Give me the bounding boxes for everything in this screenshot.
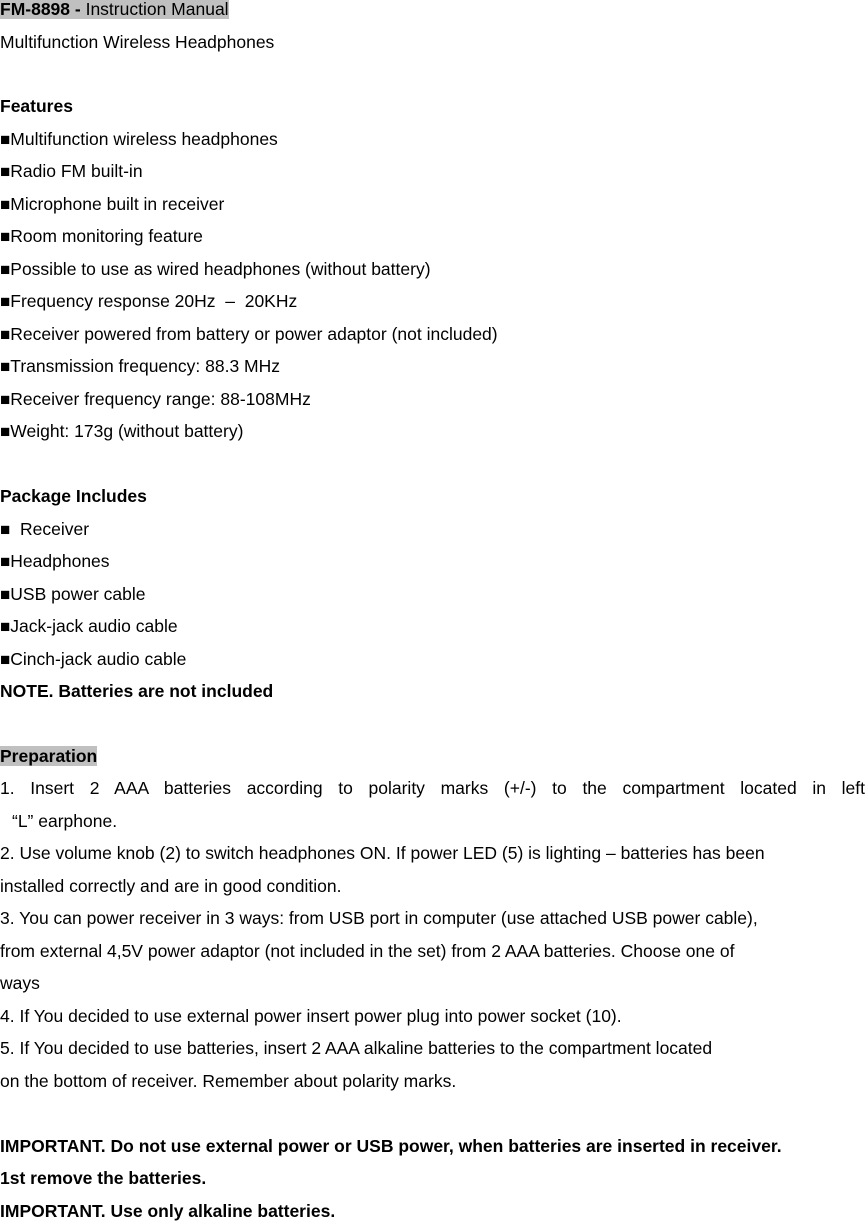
model-number: FM-8898 - (0, 0, 81, 19)
bullet-square-icon: ■ (0, 422, 11, 441)
important-note-power: IMPORTANT. Do not use external power or USB power, when batteries are inserted in receiver. (0, 1136, 782, 1156)
package-item: ■Jack-jack audio cable (0, 616, 178, 636)
doc-title (0, 0, 229, 21)
preparation-step-1: 1. Insert 2 AAA batteries according to polarity marks (+/-) to the compartment located in left (0, 778, 865, 798)
bullet-square-icon: ■ (0, 552, 11, 571)
package-item: ■Headphones (0, 551, 110, 571)
feature-item: ■Multifunction wireless headphones (0, 129, 278, 149)
bullet-square-icon: ■ (0, 520, 11, 539)
feature-item: ■Receiver frequency range: 88-108MHz (0, 389, 311, 409)
bullet-square-icon: ■ (0, 325, 11, 344)
package-note: NOTE. Batteries are not included (0, 681, 274, 701)
feature-item: ■Room monitoring feature (0, 226, 203, 246)
preparation-step-2: 2. Use volume knob (2) to switch headphones ON. If power LED (5) is lighting – batteries has been (0, 843, 765, 863)
bullet-square-icon: ■ (0, 390, 11, 409)
preparation-step-1-cont: “L” earphone. (12, 811, 118, 831)
package-item: ■ Receiver (0, 519, 90, 539)
bullet-square-icon: ■ (0, 195, 11, 214)
bullet-square-icon: ■ (0, 227, 11, 246)
feature-item: ■Frequency response 20Hz – 20KHz (0, 291, 298, 311)
preparation-step-2-cont: installed correctly and are in good condition. (0, 876, 342, 896)
feature-item: ■Weight: 173g (without battery) (0, 421, 244, 441)
feature-item: ■Radio FM built-in (0, 161, 143, 181)
preparation-step-4: 4. If You decided to use external power insert power plug into power socket (10). (0, 1006, 622, 1026)
preparation-step-3-cont: from external 4,5V power adaptor (not included in the set) from 2 AAA batteries. Choose one of (0, 941, 735, 961)
bullet-square-icon: ■ (0, 162, 11, 181)
package-item: ■Cinch-jack audio cable (0, 649, 187, 669)
doc-type: Instruction Manual (80, 0, 229, 19)
preparation-step-5-cont: on the bottom of receiver. Remember about polarity marks. (0, 1071, 457, 1091)
preparation-heading: Preparation (0, 746, 98, 766)
package-heading: Package Includes (0, 486, 147, 506)
bullet-square-icon: ■ (0, 617, 11, 636)
feature-item: ■Possible to use as wired headphones (without battery) (0, 259, 431, 279)
feature-item: ■Transmission frequency: 88.3 MHz (0, 356, 281, 376)
bullet-square-icon: ■ (0, 650, 11, 669)
features-heading: Features (0, 96, 73, 116)
preparation-step-3: 3. You can power receiver in 3 ways: from USB port in computer (use attached USB power cable), (0, 908, 758, 928)
bullet-square-icon: ■ (0, 292, 11, 311)
product-subtitle: Multifunction Wireless Headphones (0, 32, 275, 52)
feature-item: ■Receiver powered from battery or power adaptor (not included) (0, 324, 498, 344)
bullet-square-icon: ■ (0, 130, 11, 149)
package-item: ■USB power cable (0, 584, 146, 604)
important-note-remove: 1st remove the batteries. (0, 1168, 207, 1188)
bullet-square-icon: ■ (0, 260, 11, 279)
preparation-step-5: 5. If You decided to use batteries, insert 2 AAA alkaline batteries to the compartment located (0, 1038, 713, 1058)
preparation-step-3-end: ways (0, 973, 40, 993)
feature-item: ■Microphone built in receiver (0, 194, 225, 214)
bullet-square-icon: ■ (0, 357, 11, 376)
important-note-alkaline: IMPORTANT. Use only alkaline batteries. (0, 1201, 336, 1221)
bullet-square-icon: ■ (0, 585, 11, 604)
